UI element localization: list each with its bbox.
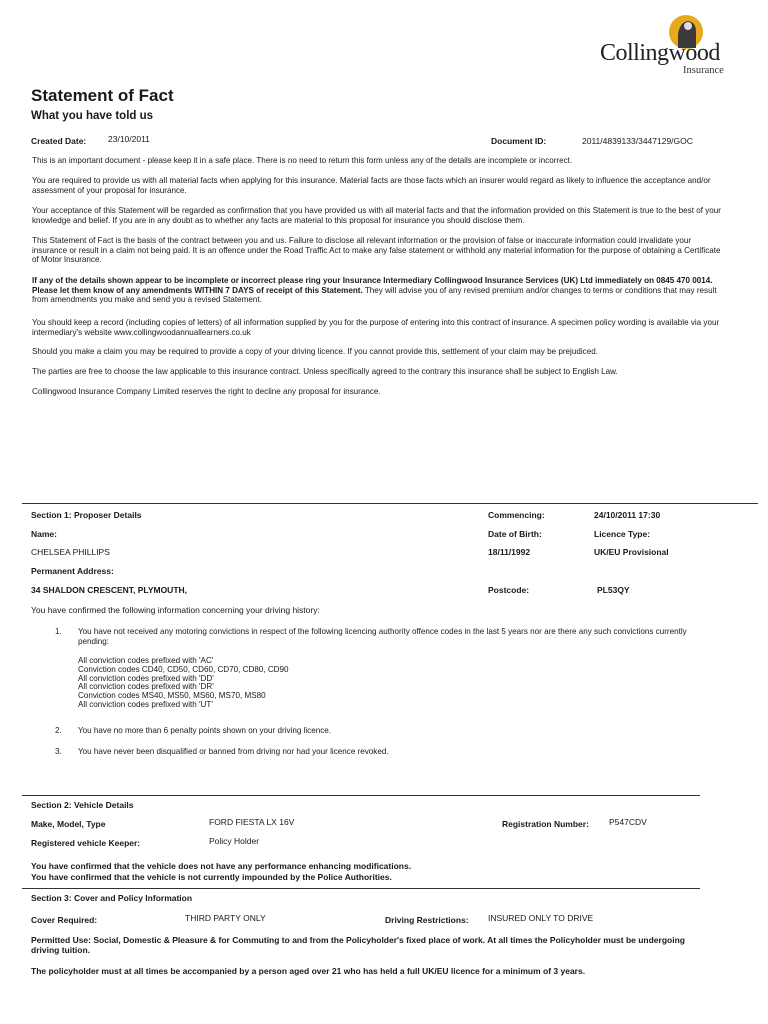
commencing-label: Commencing:: [488, 510, 545, 520]
address-label: Permanent Address:: [31, 566, 114, 576]
section-1-divider: [22, 503, 758, 504]
intro-paragraph-2: You are required to provide us with all material facts when applying for this insurance. Material facts are those facts which an insurer would regard as likely to influence the acceptance and/or assessment of your proposal for insurance.: [32, 176, 711, 195]
vehicle-impound-confirmation: You have confirmed that the vehicle is not currently impounded by the Police Authorities.: [31, 872, 392, 882]
keeper-label: Registered vehicle Keeper:: [31, 838, 141, 848]
contact-notice-rest: They will advise you of any revised premium and/or changes to terms or conditions that may result from amendments you make and send you a revised Statement.: [32, 285, 717, 305]
logo-name: Collingwood: [600, 40, 720, 66]
accompanied-requirement: The policyholder must at all times be accompanied by a person aged over 21 who has held a full UK/EU licence for a minimum of 3 years.: [31, 966, 586, 976]
history-item-3-text: You have never been disqualified or banned from driving nor had your licence revoked.: [78, 747, 389, 756]
page-title: Statement of Fact: [31, 86, 174, 105]
section-2-heading: Section 2: Vehicle Details: [31, 800, 134, 810]
history-item-1-number: 1.: [55, 627, 62, 636]
section-1-heading: Section 1: Proposer Details: [31, 510, 142, 520]
make-model-label: Make, Model, Type: [31, 819, 106, 829]
history-item-3-number: 3.: [55, 747, 62, 756]
conviction-code-item: All conviction codes prefixed with 'UT': [78, 699, 213, 709]
name-label: Name:: [31, 529, 57, 539]
created-date-value: 23/10/2011: [108, 134, 150, 144]
name-value: CHELSEA PHILLIPS: [31, 547, 110, 557]
conviction-code-item: Conviction codes MS40, MS50, MS60, MS70, MS80: [78, 691, 266, 701]
intro-paragraph-7: Should you make a claim you may be required to provide a copy of your driving licence. If you cannot provide this, settlement of your claim may be prejudiced.: [32, 347, 598, 356]
history-item-2-text: You have no more than 6 penalty points shown on your driving licence.: [78, 726, 332, 735]
keeper-value: Policy Holder: [209, 836, 260, 846]
intro-paragraph-3: Your acceptance of this Statement will be regarded as confirmation that you have provided us with all material facts and that the information provided on this Statement is true to the best of your knowledge and belief. If you are in any doubt as to whether any facts are material to this proposal for insurance you should disclose them.: [32, 206, 721, 225]
cover-required-value: THIRD PARTY ONLY: [185, 913, 266, 923]
intro-paragraph-6: You should keep a record (including copies of letters) of all information supplied by you for the purpose of entering into this contract of insurance. A specimen policy wording is available via your intermediary's website www.collingwoodannuallearners.co.uk: [32, 318, 720, 337]
conviction-codes-list: [78, 657, 289, 710]
collingwood-logo: [598, 12, 736, 82]
licence-type-value: UK/EU Provisional: [594, 547, 669, 557]
conviction-code-item: Conviction codes CD40, CD50, CD60, CD70, CD80, CD90: [78, 664, 289, 674]
driving-restrictions-label: Driving Restrictions:: [385, 915, 469, 925]
permitted-use: Permitted Use: Social, Domestic & Pleasure & for Commuting to and from the Policyholder's fixed place of work. At all times the Policyholder must be undergoing driving tuition.: [31, 935, 685, 955]
section-3-divider: [22, 888, 700, 889]
address-value: 34 SHALDON CRESCENT, PLYMOUTH,: [31, 585, 188, 595]
dob-label: Date of Birth:: [488, 529, 542, 539]
page-subtitle: What you have told us: [31, 110, 154, 122]
driving-history-intro: You have confirmed the following information concerning your driving history:: [31, 605, 320, 615]
postcode-label: Postcode:: [488, 585, 530, 595]
conviction-code-item: All conviction codes prefixed with 'AC': [78, 656, 214, 665]
make-model-value: FORD FIESTA LX 16V: [209, 817, 295, 827]
intro-paragraph-9: Collingwood Insurance Company Limited reserves the right to decline any proposal for insurance.: [32, 387, 381, 396]
history-item-2-number: 2.: [55, 726, 62, 735]
licence-type-label: Licence Type:: [594, 529, 651, 539]
driving-restrictions-value: INSURED ONLY TO DRIVE: [488, 913, 594, 923]
intro-paragraph-4: This Statement of Fact is the basis of the contract between you and us. Failure to disclose all relevant information or the provision of false or inaccurate information could invalidate your insurance or result in a claim not being paid. It is an offence under the Road Traffic Act to make any false statement or withhold any material information for the purpose of obtaining a Certificate of Motor Insurance.: [32, 236, 721, 265]
logo-subtext: Insurance: [683, 65, 724, 76]
intro-paragraph-1: This is an important document - please keep it in a safe place. There is no need to return this form unless any of the details are incomplete or incorrect.: [32, 156, 573, 165]
postcode-value: PL53QY: [597, 585, 630, 595]
conviction-code-item: All conviction codes prefixed with 'DR': [78, 682, 214, 692]
created-date-label: Created Date:: [31, 136, 87, 146]
section-3-heading: Section 3: Cover and Policy Information: [31, 893, 193, 903]
section-2-divider: [22, 795, 700, 796]
registration-value: P547CDV: [609, 817, 647, 827]
cover-required-label: Cover Required:: [31, 915, 98, 925]
registration-label: Registration Number:: [502, 819, 589, 829]
intro-paragraph-5: [32, 276, 722, 305]
intro-paragraph-8: The parties are free to choose the law applicable to this insurance contract. Unless specifically agreed to the contrary this insurance shall be subject to English Law.: [32, 367, 618, 376]
vehicle-modifications-confirmation: You have confirmed that the vehicle does not have any performance enhancing modifications.: [31, 861, 412, 871]
history-item-1-text: You have not received any motoring convictions in respect of the following licencing authority offence codes in the last 5 years nor are there any such convictions currently pending:: [78, 627, 687, 646]
document-id-label: Document ID:: [491, 136, 547, 146]
conviction-code-item: All conviction codes prefixed with 'DD': [78, 673, 214, 683]
document-id-value: 2011/4839133/3447129/GOC: [582, 136, 693, 146]
contact-notice: If any of the details shown appear to be incomplete or incorrect please ring your Insurance Intermediary Collingwood Insurance Services (UK) Ltd immediately on 0845 470 0014. Please let them know of any amendments WITHIN 7 DAYS of receipt of this Statement.: [32, 276, 713, 295]
dob-value: 18/11/1992: [488, 547, 531, 557]
commencing-value: 24/10/2011 17:30: [594, 510, 661, 520]
